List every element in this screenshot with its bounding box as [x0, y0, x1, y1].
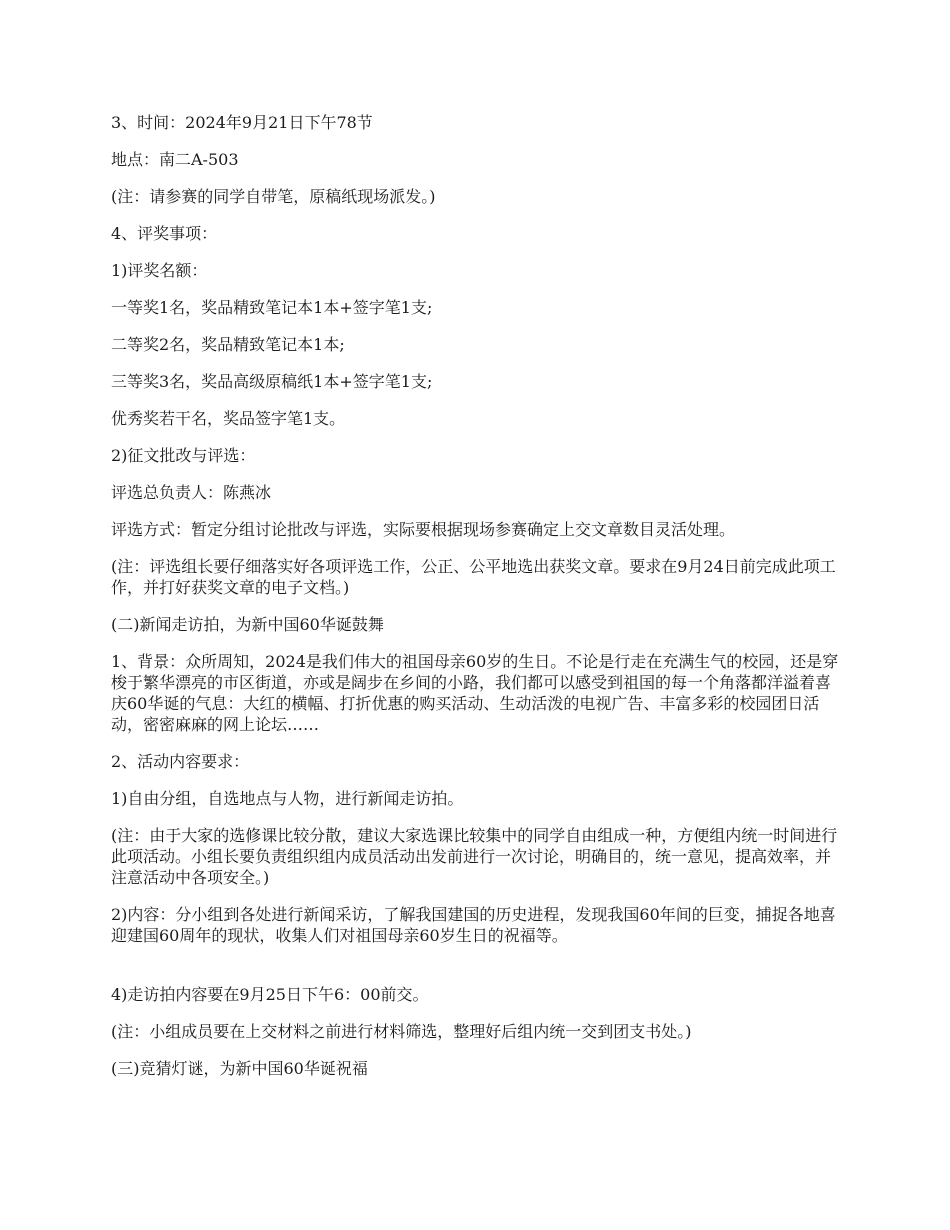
content-paragraph: 2)内容：分小组到各处进行新闻采访，了解我国建国的历史进程，发现我国60年间的巨变，捕捉各地喜迎建国60周年的现状，收集人们对祖国母亲60岁生日的祝福等。 [111, 905, 836, 945]
third-prize-line: 三等奖3名，奖品高级原稿纸1本+签字笔1支; [111, 372, 433, 391]
review-method-line: 评选方式：暂定分组讨论批改与评选，实际要根据现场参赛确定上交文章数目灵活处理。 [111, 520, 736, 539]
submission-note: (注：小组成员要在上交材料之前进行材料筛选，整理好后组内统一交到团支书处。) [111, 1022, 692, 1041]
time-line: 3、时间：2024年9月21日下午78节 [111, 113, 373, 132]
review-heading: 2)征文批改与评选： [111, 446, 256, 465]
award-quota-heading: 1)评奖名额： [111, 261, 208, 280]
news-section-heading: (二)新闻走访拍，为新中国60华诞鼓舞 [111, 615, 384, 634]
pen-note: (注：请参赛的同学自带笔，原稿纸现场派发。) [111, 187, 436, 206]
first-prize-line: 一等奖1名，奖品精致笔记本1本+签字笔1支; [111, 298, 433, 317]
review-lead-line: 评选总负责人：陈燕冰 [111, 483, 272, 502]
document-page [111, 112, 841, 1095]
location-line: 地点：南二A-503 [111, 150, 239, 169]
award-heading: 4、评奖事项： [111, 224, 218, 243]
grouping-note: (注：由于大家的选修课比较分散，建议大家选课比较集中的同学自由组成一种，方便组内统一时间进行此项活动。小组长要负责组织组内成员活动出发前进行一次讨论，明确目的，统一意见，提高效率，并注意活动中各项安全。) [111, 826, 838, 887]
background-paragraph: 1、背景：众所周知，2024是我们伟大的祖国母亲60岁的生日。不论是行走在充满生气的校园，还是穿梭于繁华漂亮的市区街道，亦或是阔步在乡间的小路，我们都可以感受到祖国的每一个角落都洋溢着喜庆60华诞的气息：大红的横幅、打折优惠的购买活动、生动活泼的电视广告、丰富多彩的校园团日活动，密密麻麻的网上论坛…… [111, 652, 839, 734]
excellence-prize-line: 优秀奖若干名，奖品签字笔1支。 [111, 409, 346, 428]
grouping-line: 1)自由分组，自选地点与人物，进行新闻走访拍。 [111, 789, 464, 808]
second-prize-line: 二等奖2名，奖品精致笔记本1本; [111, 335, 345, 354]
review-note: (注：评选组长要仔细落实好各项评选工作，公正、公平地选出获奖文章。要求在9月24日前完成此项工作，并打好获奖文章的电子文档。) [111, 557, 836, 597]
deadline-line: 4)走访拍内容要在9月25日下午6：00前交。 [111, 985, 429, 1004]
requirements-heading: 2、活动内容要求： [111, 752, 250, 771]
riddle-section-heading: (三)竞猜灯谜，为新中国60华诞祝福 [111, 1059, 368, 1078]
